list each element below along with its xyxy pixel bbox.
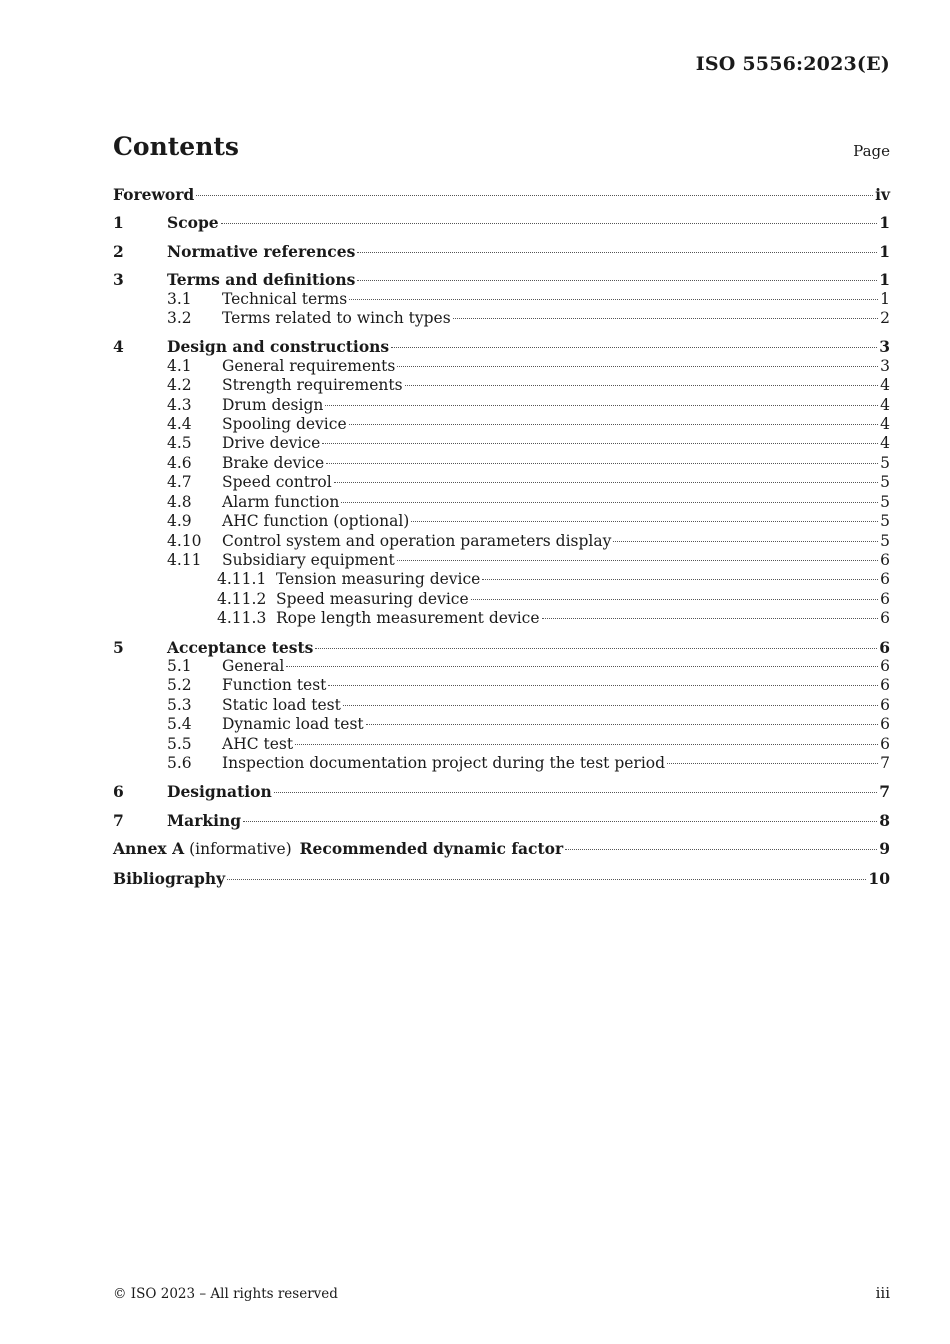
toc-entry-number: 5.4 bbox=[167, 715, 192, 734]
toc-entry-title: Speed control bbox=[222, 473, 332, 492]
toc-entry-page: 6 bbox=[879, 637, 890, 657]
toc-entry-title: Spooling device bbox=[222, 415, 347, 434]
toc-entry[interactable] bbox=[113, 570, 890, 589]
toc-entry-title: Scope bbox=[167, 213, 219, 233]
toc-entry-page: 1 bbox=[880, 289, 890, 308]
toc-entry-title: Terms and definitions bbox=[167, 270, 356, 290]
toc-entry[interactable] bbox=[113, 715, 890, 734]
toc-entry-number: 4.4 bbox=[167, 415, 192, 434]
toc-entry-page: 2 bbox=[880, 309, 890, 328]
toc-entry-page: 5 bbox=[880, 453, 890, 472]
dot-leader bbox=[325, 405, 878, 406]
dot-leader bbox=[411, 521, 878, 522]
dot-leader bbox=[542, 618, 879, 619]
toc-entry-title: Function test bbox=[222, 676, 327, 695]
toc-entry-title: Strength requirements bbox=[222, 376, 403, 395]
toc-entry-number: 4.3 bbox=[167, 395, 192, 414]
dot-leader bbox=[357, 280, 877, 281]
toc-entry-number: 5.2 bbox=[167, 676, 192, 695]
toc-entry-number: 5 bbox=[113, 637, 124, 657]
dot-leader bbox=[227, 879, 866, 880]
toc-entry-page: 8 bbox=[879, 810, 890, 830]
toc-entry-number: 2 bbox=[113, 241, 124, 261]
page-number: iii bbox=[875, 1284, 890, 1302]
toc-entry-page: 6 bbox=[880, 656, 890, 675]
toc-entry-title: Acceptance tests bbox=[167, 637, 314, 657]
dot-leader bbox=[397, 366, 878, 367]
toc-entry-title: AHC test bbox=[222, 734, 294, 753]
dot-leader bbox=[326, 463, 878, 464]
toc-entry[interactable] bbox=[113, 696, 890, 715]
table-of-contents bbox=[113, 185, 890, 888]
dot-leader bbox=[613, 541, 878, 542]
dot-leader bbox=[349, 299, 878, 300]
toc-entry[interactable] bbox=[113, 839, 890, 859]
toc-entry-page: 6 bbox=[880, 715, 890, 734]
toc-entry-number: 1 bbox=[113, 213, 124, 233]
toc-entry[interactable] bbox=[113, 434, 890, 453]
toc-entry[interactable] bbox=[113, 869, 890, 888]
toc-entry-page: 6 bbox=[880, 695, 890, 714]
toc-entry-title: Speed measuring device bbox=[276, 589, 469, 608]
toc-annex-id: Annex A bbox=[113, 839, 185, 859]
toc-entry-title: Foreword bbox=[113, 185, 195, 204]
dot-leader bbox=[471, 599, 878, 600]
toc-entry-page: 9 bbox=[879, 839, 890, 859]
dot-leader bbox=[397, 560, 878, 561]
toc-entry[interactable] bbox=[113, 676, 890, 695]
toc-entry-page: 5 bbox=[880, 492, 890, 511]
toc-entry-number: 3.1 bbox=[167, 289, 192, 308]
toc-entry-page: 1 bbox=[879, 241, 890, 261]
toc-entry-title: Control system and operation parameters display bbox=[222, 531, 612, 550]
toc-entry-title: Technical terms bbox=[222, 289, 348, 308]
dot-leader bbox=[482, 579, 878, 580]
toc-entry-title: Rope length measurement device bbox=[276, 609, 540, 628]
toc-entry[interactable] bbox=[113, 309, 890, 328]
toc-entry-title: Terms related to winch types bbox=[222, 309, 451, 328]
toc-entry-title: Drum design bbox=[222, 395, 324, 414]
toc-entry-page: 4 bbox=[880, 434, 890, 453]
dot-leader bbox=[221, 223, 878, 224]
toc-entry-number: 4.6 bbox=[167, 453, 192, 472]
toc-entry-title: Recommended dynamic factor bbox=[299, 839, 564, 859]
toc-entry-number: 4.11 bbox=[167, 550, 202, 569]
toc-entry[interactable] bbox=[113, 415, 890, 434]
toc-entry-page: 5 bbox=[880, 512, 890, 531]
toc-entry[interactable] bbox=[113, 512, 890, 531]
toc-entry-page: 1 bbox=[879, 213, 890, 233]
dot-leader bbox=[295, 744, 878, 745]
toc-entry[interactable] bbox=[113, 337, 890, 356]
toc-entry-number: 4.11.1 bbox=[217, 570, 267, 589]
toc-entry-number: 4 bbox=[113, 337, 124, 357]
toc-entry-title: AHC function (optional) bbox=[222, 512, 410, 531]
toc-entry-title: Drive device bbox=[222, 434, 321, 453]
toc-entry[interactable] bbox=[113, 376, 890, 395]
toc-entry-page: 6 bbox=[880, 734, 890, 753]
toc-entry[interactable] bbox=[113, 735, 890, 754]
toc-entry-title: Brake device bbox=[222, 453, 325, 472]
dot-leader bbox=[565, 849, 877, 850]
dot-leader bbox=[405, 385, 879, 386]
dot-leader bbox=[391, 347, 877, 348]
toc-entry-number: 4.11.3 bbox=[217, 609, 267, 628]
toc-entry-page: 5 bbox=[880, 531, 890, 550]
toc-entry[interactable] bbox=[113, 290, 890, 309]
toc-entry-number: 4.10 bbox=[167, 531, 202, 550]
toc-entry-number: 5.6 bbox=[167, 753, 192, 772]
dot-leader bbox=[357, 252, 877, 253]
toc-entry-title: Normative references bbox=[167, 241, 356, 261]
toc-entry-page: 4 bbox=[880, 376, 890, 395]
toc-entry-title: Bibliography bbox=[113, 868, 226, 888]
toc-entry[interactable] bbox=[113, 754, 890, 773]
toc-entry-page: 6 bbox=[880, 609, 890, 628]
toc-entry-page: 5 bbox=[880, 473, 890, 492]
toc-entry[interactable] bbox=[113, 185, 890, 204]
toc-entry[interactable] bbox=[113, 493, 890, 512]
toc-entry-page: 6 bbox=[880, 676, 890, 695]
toc-entry-page: 10 bbox=[868, 868, 890, 888]
dot-leader bbox=[366, 724, 878, 725]
toc-entry[interactable] bbox=[113, 811, 890, 830]
page-title: Contents bbox=[113, 132, 240, 161]
toc-entry-number: 7 bbox=[113, 810, 124, 830]
toc-entry-page: 1 bbox=[879, 270, 890, 290]
toc-entry-number: 3.2 bbox=[167, 309, 192, 328]
toc-entry-number: 4.7 bbox=[167, 473, 192, 492]
toc-entry[interactable] bbox=[113, 590, 890, 609]
toc-entry-number: 3 bbox=[113, 270, 124, 290]
toc-entry-page: 4 bbox=[880, 415, 890, 434]
toc-entry[interactable] bbox=[113, 357, 890, 376]
dot-leader bbox=[243, 821, 877, 822]
toc-entry-title: General bbox=[222, 656, 285, 675]
toc-annex-info: (informative) bbox=[189, 840, 292, 859]
toc-entry-number: 4.8 bbox=[167, 492, 192, 511]
dot-leader bbox=[667, 763, 878, 764]
toc-entry-title: Alarm function bbox=[222, 492, 340, 511]
toc-entry-page: 6 bbox=[880, 570, 890, 589]
toc-entry[interactable] bbox=[113, 657, 890, 676]
dot-leader bbox=[349, 424, 879, 425]
toc-entry-number: 5.5 bbox=[167, 734, 192, 753]
dot-leader bbox=[341, 502, 878, 503]
toc-entry[interactable] bbox=[113, 473, 890, 492]
toc-entry-number: 4.2 bbox=[167, 376, 192, 395]
toc-entry-title: Marking bbox=[167, 810, 242, 830]
document-id: ISO 5556:2023(E) bbox=[695, 53, 890, 75]
dot-leader bbox=[328, 685, 878, 686]
copyright-notice: © ISO 2023 – All rights reserved bbox=[113, 1286, 338, 1302]
toc-entry-title: Tension measuring device bbox=[276, 570, 481, 589]
toc-entry-number: 4.1 bbox=[167, 356, 192, 375]
dot-leader bbox=[322, 443, 878, 444]
toc-entry[interactable] bbox=[113, 782, 890, 801]
toc-entry-number: 6 bbox=[113, 782, 124, 802]
toc-entry-title: General requirements bbox=[222, 356, 396, 375]
toc-entry-page: 7 bbox=[879, 782, 890, 802]
toc-entry-page: 6 bbox=[880, 550, 890, 569]
dot-leader bbox=[343, 705, 878, 706]
dot-leader bbox=[315, 648, 877, 649]
toc-entry-page: 6 bbox=[880, 589, 890, 608]
toc-entry-page: iv bbox=[875, 185, 890, 204]
toc-entry-page: 4 bbox=[880, 395, 890, 414]
dot-leader bbox=[196, 195, 873, 196]
toc-entry-title: Inspection documentation project during the test period bbox=[222, 753, 666, 772]
toc-entry-page: 7 bbox=[880, 753, 890, 772]
toc-entry[interactable] bbox=[113, 638, 890, 657]
toc-entry[interactable] bbox=[113, 454, 890, 473]
toc-entry-title: Designation bbox=[167, 782, 272, 802]
dot-leader bbox=[274, 792, 877, 793]
toc-entry[interactable] bbox=[113, 213, 890, 232]
page-column-label: Page bbox=[853, 142, 890, 160]
toc-entry-page: 3 bbox=[880, 356, 890, 375]
toc-entry[interactable] bbox=[113, 242, 890, 261]
toc-entry-number: 4.9 bbox=[167, 512, 192, 531]
toc-entry-title: Static load test bbox=[222, 695, 341, 714]
toc-entry[interactable] bbox=[113, 551, 890, 570]
toc-entry-title: Dynamic load test bbox=[222, 715, 364, 734]
toc-entry[interactable] bbox=[113, 396, 890, 415]
toc-entry-page: 3 bbox=[879, 337, 890, 357]
toc-entry-title: Subsidiary equipment bbox=[222, 550, 395, 569]
toc-entry-number: 4.5 bbox=[167, 434, 192, 453]
dot-leader bbox=[286, 666, 878, 667]
toc-entry-number: 5.1 bbox=[167, 656, 192, 675]
toc-entry[interactable] bbox=[113, 270, 890, 289]
toc-entry[interactable] bbox=[113, 532, 890, 551]
toc-entry-title: Design and constructions bbox=[167, 337, 390, 357]
dot-leader bbox=[453, 318, 878, 319]
toc-entry-number: 5.3 bbox=[167, 695, 192, 714]
toc-entry[interactable] bbox=[113, 609, 890, 628]
toc-entry-number: 4.11.2 bbox=[217, 589, 267, 608]
dot-leader bbox=[334, 482, 878, 483]
